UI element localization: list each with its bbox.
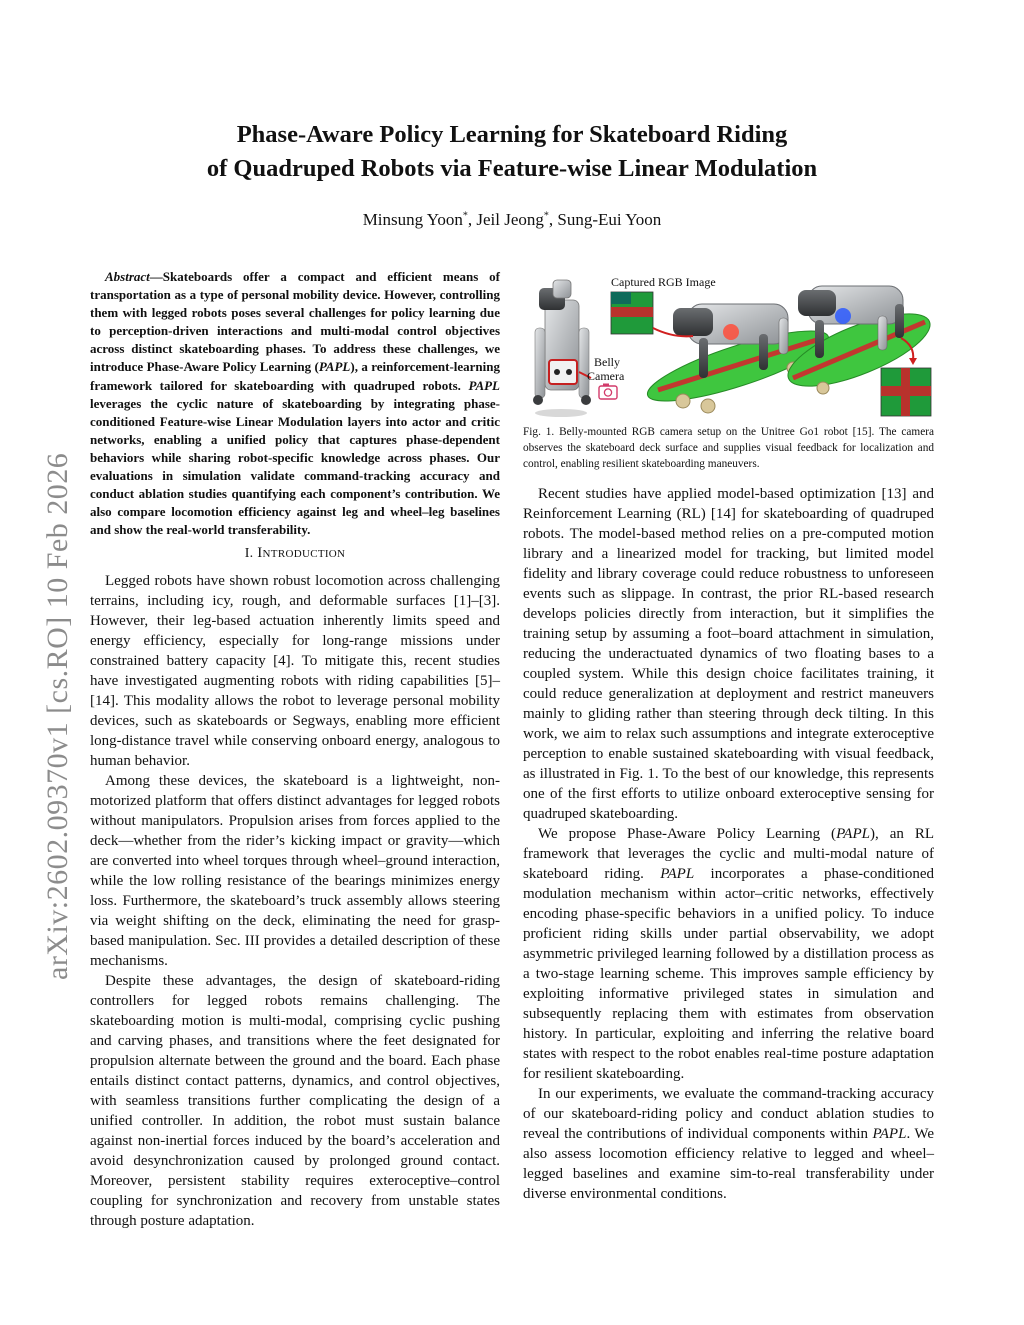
papl-term: PAPL <box>836 826 870 842</box>
equal-contrib-mark: * <box>543 210 549 222</box>
intro-paragraph-6 <box>523 1084 934 1204</box>
left-column-body <box>90 571 500 1231</box>
author-3: Sung-Eui Yoon <box>557 210 662 229</box>
intro-paragraph-5 <box>523 824 934 1084</box>
papl-term: PAPL <box>872 1126 907 1142</box>
figure-1 <box>523 268 934 418</box>
author-list: Minsung Yoon*, Jeil Jeong*, Sung-Eui Yoon <box>362 210 662 229</box>
abstract-text-2: ), a reinforcement-learning framework tailored for skateboarding with quadruped robots. <box>90 359 501 393</box>
intro-paragraph-2: Among these devices, the skateboard is a lightweight, non-motorized platform that offers distinct advantages for legged robots without manipulators. Propulsion arises from forces applied to the deck—whether from the rider’s kicking impact or gravity—which are converted into wheel torques through wheel–ground interaction, while the low rolling resistance of the bearings minimizes energy loss. Furthermore, the skateboard’s truck assembly allows steering via weight shifting on the deck, eliminating the need for grasp-based manipulation. Sec. III provides a detailed description of these mechanisms. <box>90 773 500 969</box>
captured-image-thumbnail <box>611 292 653 334</box>
captured-image-label: Captured RGB Image <box>611 275 716 289</box>
equal-contrib-mark: * <box>462 210 468 222</box>
author-1: Minsung Yoon <box>362 210 463 229</box>
belly-label-line-2: Camera <box>587 369 625 383</box>
arxiv-side-banner: arXiv:2602.09370v1 [cs.RO] 10 Feb 2026 <box>41 452 74 980</box>
section-title: Introduction <box>257 545 346 561</box>
intro-paragraph-4: Recent studies have applied model-based optimization [13] and Reinforcement Learning (RL) [14] for skateboarding of quadruped robots. The model-based method relies on a pre-computed motion library and a linearized model for tracking, but limited model fidelity and library coverage could reduce robustness to unforeseen events such as slippage. In contrast, the prior RL-based research develops policies directly from interaction, but it simplifies the training setup by assuming a foot–board attachment in simulation, reducing the underactuated dynamics of two floating bases to a coupled system. While this design choice facilitates training, it could reduce generalization at deployment and restrict maneuvers mainly to gliding rather than steering through deck tilting. In this work, we aim to relax such assumptions and integrate exteroceptive perception to enable sustained skateboarding with visual feedback, as illustrated in Fig. 1. To the best of our knowledge, this represents one of the first efforts to utilize onboard exteroceptive sensing for quadruped skateboarding. <box>523 486 934 822</box>
abstract <box>90 268 500 539</box>
figure-1-caption: Fig. 1. Belly-mounted RGB camera setup on the Unitree Go1 robot [15]. The camera observes the skateboard deck surface and supplies visual feedback for localization and control, enabling resilient skateboarding maneuvers. <box>523 426 934 470</box>
paragraph-text: incorporates a phase-conditioned modulation mechanism within actor–critic networks, effectively encoding phase-specific behaviors in a unified policy. To induce proficient riding skills under partial observability, we adopt asymmetric privileged learning followed by a distillation process as a two-stage learning scheme. This improves sample efficiency by exploiting informative privileged states in simulation and subsequently replacing them with estimates from observation history. In particular, exploiting and inferring the relative board states with respect to the robot enables real-time posture adaptation for resilient skateboarding. <box>523 866 934 1082</box>
section-heading-introduction <box>90 545 500 562</box>
camera-icon <box>599 384 617 400</box>
paragraph-text: ), an RL framework that leverages the cyclic and multi-modal nature of skateboard riding. <box>523 826 934 882</box>
papl-term: PAPL <box>318 359 351 375</box>
right-inset-image <box>881 368 931 416</box>
paragraph-text: . We also assess locomotion efficiency relative to legged and wheel–legged baselines and examine sim-to-real transferability under diverse environmental conditions. <box>523 1126 934 1202</box>
abstract-text-1: Skateboards offer a compact and efficient means of transportation as a type of personal mobility device. However, controlling them with legged robots poses several challenges for policy learning due to perception-driven interactions and multi-modal control objectives across distinct skateboarding phases. To address these challenges, we introduce Phase-Aware Policy Learning ( <box>90 269 500 375</box>
belly-label-line-1: Belly <box>594 355 620 369</box>
author-2: Jeil Jeong <box>476 210 544 229</box>
belly-camera-box <box>549 360 577 384</box>
intro-paragraph-1: Legged robots have shown robust locomotion across challenging terrains, including icy, rough, and deformable surfaces [1]–[3]. However, their leg-based actuation inherently limits speed and energy efficiency, especially for long-range missions under constrained battery capacity [4]. To mitigate this, recent studies have investigated augmenting robots with riding capabilities [5]–[14]. This modality allows the robot to leverage personal mobility devices, such as skateboards or Segways, enabling more efficient long-distance travel while conserving onboard energy, analogous to human behavior. <box>90 573 500 769</box>
title-line-2: of Quadruped Robots via Feature-wise Linear Modulation <box>206 155 818 182</box>
paragraph-text: We propose Phase-Aware Policy Learning ( <box>538 826 837 842</box>
title-line-1: Phase-Aware Policy Learning for Skateboard Riding <box>236 121 788 148</box>
abstract-text-3: leverages the cyclic nature of skateboarding by integrating phase-conditioned Feature-wise Linear Modulation layers into actor and critic networks, enabling a unified policy that captures phase-dependent behaviors while sharing robot-specific knowledge across phases. Our evaluations in simulation validate command-tracking accuracy and conduct ablation studies quantifying each component’s contribution. We also compare locomotion efficiency against leg and wheel–leg baselines and show the real-world transferability. <box>90 395 500 538</box>
right-column-body <box>523 484 934 1204</box>
paragraph-text: In our experiments, we evaluate the command-tracking accuracy of our skateboard-riding policy and conduct ablation studies to reveal the contributions of individual components within <box>523 1086 934 1142</box>
intro-paragraph-3: Despite these advantages, the design of skateboard-riding controllers for legged robots remains challenging. The skateboarding motion is multi-modal, comprising cyclic pushing and carving phases, and transitions where the feet designated for propulsion alternate between the ground and the board. Each phase entails distinct contact patterns, dynamics, and control objectives, with seamless transitions further complicating the design of a unified controller. In addition, the robot must sustain balance against non-inertial forces induced by the board’s acceleration and avoid desynchronization caused by prolonged ground contact. Moreover, persistent stability requires exteroceptive–control coupling for synchronization and recovery from unstable states through posture adaptation. <box>90 973 500 1229</box>
abstract-label: Abstract <box>105 269 150 284</box>
figure-1-illustration <box>523 268 934 418</box>
papl-term: PAPL <box>468 377 500 393</box>
standing-robot <box>533 280 591 417</box>
section-number: I. <box>244 546 254 561</box>
paper-title <box>0 118 1024 186</box>
papl-term: PAPL <box>660 866 695 882</box>
abstract-dash: — <box>149 269 163 284</box>
